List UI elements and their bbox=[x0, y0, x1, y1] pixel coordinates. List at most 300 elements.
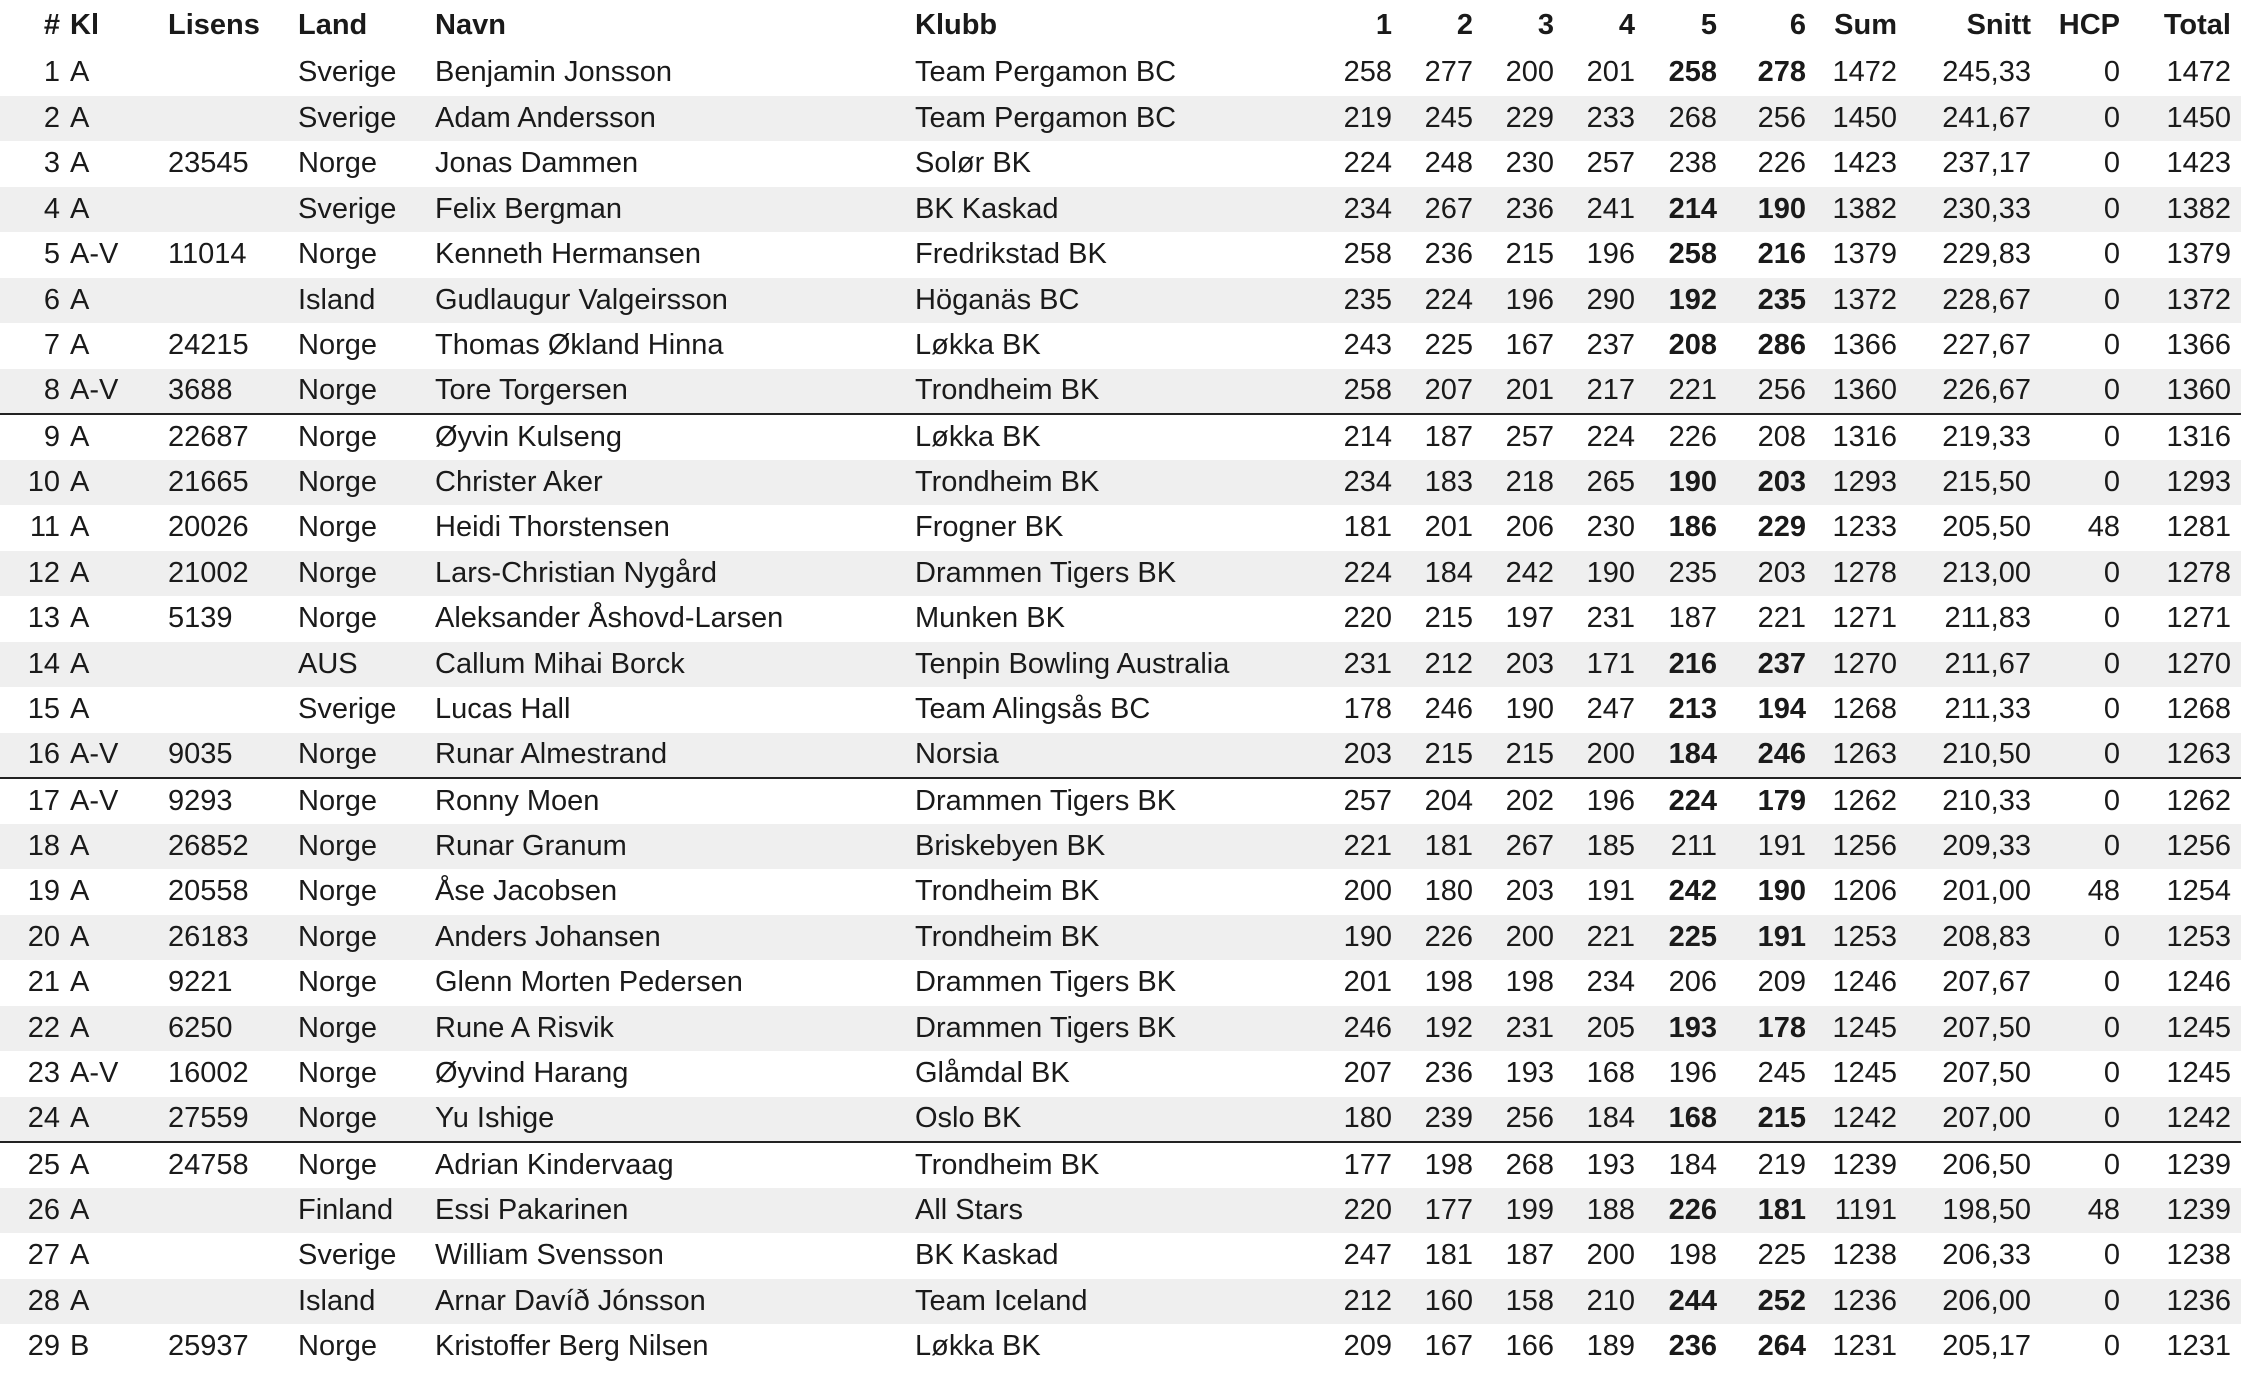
club-cell: Team Pergamon BC bbox=[903, 96, 1327, 142]
col-header-klubb[interactable]: Klubb bbox=[915, 8, 998, 41]
col-header-navn[interactable]: Navn bbox=[435, 8, 506, 41]
country-cell: Finland bbox=[286, 1188, 423, 1234]
player-name-cell: Adam Andersson bbox=[423, 96, 903, 142]
game-1-cell: 212 bbox=[1327, 1279, 1402, 1325]
game-1-cell: 220 bbox=[1327, 1188, 1402, 1234]
hcp-cell: 0 bbox=[2103, 329, 2120, 362]
game-6-cell: 216 bbox=[1757, 238, 1806, 271]
player-name-cell: William Svensson bbox=[435, 1239, 664, 1272]
col-header-game-1[interactable]: 1 bbox=[1375, 8, 1392, 41]
game-6-cell: 237 bbox=[1727, 642, 1816, 688]
col-header-hcp[interactable]: HCP bbox=[2058, 8, 2120, 41]
license-cell: 3688 bbox=[156, 369, 286, 415]
game-2-cell: 184 bbox=[1402, 551, 1483, 597]
club-cell: Trondheim BK bbox=[903, 369, 1327, 415]
class-cell: A bbox=[70, 56, 90, 89]
game-4-cell: 237 bbox=[1586, 329, 1635, 362]
col-header-kl[interactable]: Kl bbox=[70, 8, 99, 41]
table-row bbox=[0, 824, 2241, 870]
table-row bbox=[0, 1142, 2241, 1188]
player-name-cell: Tore Torgersen bbox=[423, 369, 903, 415]
license-cell bbox=[156, 687, 286, 733]
player-name-cell: Anders Johansen bbox=[423, 915, 903, 961]
country-cell: AUS bbox=[286, 642, 423, 688]
game-3-cell: 203 bbox=[1505, 875, 1554, 908]
rank-cell: 13 bbox=[27, 602, 60, 635]
license-cell: 5139 bbox=[168, 602, 233, 635]
game-6-cell: 191 bbox=[1727, 915, 1816, 961]
sum-cell: 1231 bbox=[1832, 1330, 1897, 1363]
player-name-cell: Heidi Thorstensen bbox=[435, 511, 670, 544]
class-cell: A bbox=[70, 147, 90, 180]
hcp-cell: 0 bbox=[2041, 187, 2130, 233]
total-cell: 1271 bbox=[2166, 602, 2231, 635]
license-cell bbox=[156, 642, 286, 688]
class-cell: A-V bbox=[70, 784, 119, 817]
game-1-cell: 224 bbox=[1327, 551, 1402, 597]
game-5-cell: 206 bbox=[1668, 966, 1717, 999]
license-cell: 9035 bbox=[156, 733, 286, 779]
license-cell: 22687 bbox=[168, 420, 249, 453]
game-1-cell: 246 bbox=[1327, 1006, 1402, 1052]
sum-cell: 1382 bbox=[1816, 187, 1907, 233]
player-name-cell: Jonas Dammen bbox=[435, 147, 639, 180]
game-2-cell: 215 bbox=[1402, 733, 1483, 779]
col-header-game-3[interactable]: 3 bbox=[1537, 8, 1554, 41]
game-1-cell: 221 bbox=[1327, 824, 1402, 870]
sum-cell: 1263 bbox=[1816, 733, 1907, 779]
club-cell: Drammen Tigers BK bbox=[903, 1006, 1327, 1052]
total-cell: 1360 bbox=[2130, 369, 2241, 415]
game-2-cell: 187 bbox=[1424, 420, 1473, 453]
license-cell bbox=[156, 1279, 286, 1325]
table-row bbox=[0, 1097, 2241, 1143]
rank-cell: 11 bbox=[29, 511, 60, 544]
col-header-rank[interactable]: # bbox=[43, 8, 60, 41]
game-1-cell: 224 bbox=[1343, 147, 1392, 180]
hcp-cell: 0 bbox=[2041, 642, 2130, 688]
game-3-cell: 199 bbox=[1483, 1188, 1564, 1234]
sum-cell: 1238 bbox=[1832, 1239, 1897, 1272]
club-cell: Drammen Tigers BK bbox=[915, 966, 1177, 999]
col-header-land[interactable]: Land bbox=[298, 8, 368, 41]
country-cell: Norge bbox=[298, 875, 377, 908]
game-5-cell: 186 bbox=[1668, 511, 1717, 544]
player-name-cell: Gudlaugur Valgeirsson bbox=[423, 278, 903, 324]
table-row bbox=[0, 733, 2241, 779]
license-cell bbox=[156, 278, 286, 324]
game-3-cell: 187 bbox=[1505, 1239, 1554, 1272]
club-cell: Løkka BK bbox=[915, 1330, 1041, 1363]
game-6-cell: 256 bbox=[1727, 96, 1816, 142]
country-cell: Norge bbox=[286, 1097, 423, 1143]
class-cell: A bbox=[70, 966, 90, 999]
player-name-cell: Thomas Økland Hinna bbox=[435, 329, 724, 362]
player-name-cell: Runar Granum bbox=[423, 824, 903, 870]
col-header-snitt[interactable]: Snitt bbox=[1966, 8, 2031, 41]
game-2-cell: 192 bbox=[1402, 1006, 1483, 1052]
hcp-cell: 0 bbox=[2103, 1057, 2120, 1090]
sum-cell: 1372 bbox=[1816, 278, 1907, 324]
club-cell: Løkka BK bbox=[915, 329, 1041, 362]
game-3-cell: 200 bbox=[1483, 915, 1564, 961]
club-cell: Höganäs BC bbox=[903, 278, 1327, 324]
game-3-cell: 218 bbox=[1483, 460, 1564, 506]
game-2-cell: 215 bbox=[1424, 602, 1473, 635]
table-row bbox=[0, 1324, 2241, 1370]
header-row bbox=[0, 0, 2241, 50]
game-4-cell: 221 bbox=[1564, 915, 1645, 961]
license-cell: 11014 bbox=[168, 238, 247, 271]
average-cell: 210,33 bbox=[1942, 784, 2031, 817]
hcp-cell: 0 bbox=[2103, 1239, 2120, 1272]
hcp-cell: 0 bbox=[2103, 147, 2120, 180]
country-cell: Norge bbox=[298, 1057, 377, 1090]
class-cell: A bbox=[70, 602, 90, 635]
rank-cell: 16 bbox=[0, 733, 70, 779]
game-3-cell: 257 bbox=[1505, 420, 1554, 453]
game-2-cell: 267 bbox=[1402, 187, 1483, 233]
class-cell: A bbox=[70, 511, 90, 544]
rank-cell: 20 bbox=[0, 915, 70, 961]
game-1-cell: 257 bbox=[1343, 784, 1392, 817]
rank-cell: 9 bbox=[43, 420, 60, 453]
country-cell: Sverige bbox=[298, 693, 397, 726]
club-cell: All Stars bbox=[903, 1188, 1327, 1234]
game-5-cell: 224 bbox=[1668, 784, 1717, 817]
license-cell: 20026 bbox=[168, 511, 249, 544]
game-1-cell: 258 bbox=[1327, 369, 1402, 415]
total-cell: 1246 bbox=[2166, 966, 2231, 999]
class-cell: A-V bbox=[70, 238, 119, 271]
game-3-cell: 193 bbox=[1505, 1057, 1554, 1090]
col-header-game-6[interactable]: 6 bbox=[1789, 8, 1806, 41]
total-cell: 1239 bbox=[2166, 1148, 2231, 1181]
sum-cell: 1293 bbox=[1816, 460, 1907, 506]
sum-cell: 1233 bbox=[1832, 511, 1897, 544]
table-row bbox=[0, 278, 2241, 324]
player-name-cell: Kenneth Hermansen bbox=[435, 238, 701, 271]
average-cell: 205,50 bbox=[1942, 511, 2031, 544]
table-row bbox=[0, 414, 2241, 460]
game-4-cell: 171 bbox=[1564, 642, 1645, 688]
game-6-cell: 235 bbox=[1727, 278, 1816, 324]
club-cell: Løkka BK bbox=[915, 420, 1041, 453]
country-cell: Norge bbox=[286, 733, 423, 779]
game-6-cell: 278 bbox=[1757, 56, 1806, 89]
country-cell: Norge bbox=[286, 460, 423, 506]
club-cell: BK Kaskad bbox=[903, 187, 1327, 233]
player-name-cell: Christer Aker bbox=[423, 460, 903, 506]
game-1-cell: 247 bbox=[1343, 1239, 1392, 1272]
col-header-total[interactable]: Total bbox=[2163, 8, 2231, 41]
country-cell: Island bbox=[286, 278, 423, 324]
total-cell: 1366 bbox=[2166, 329, 2231, 362]
game-3-cell: 201 bbox=[1483, 369, 1564, 415]
hcp-cell: 48 bbox=[2041, 1188, 2130, 1234]
game-4-cell: 191 bbox=[1586, 875, 1635, 908]
col-header-sum[interactable]: Sum bbox=[1834, 8, 1897, 41]
game-3-cell: 196 bbox=[1483, 278, 1564, 324]
game-4-cell: 188 bbox=[1564, 1188, 1645, 1234]
game-5-cell: 242 bbox=[1668, 875, 1717, 908]
game-4-cell: 230 bbox=[1586, 511, 1635, 544]
game-3-cell: 200 bbox=[1505, 56, 1554, 89]
license-cell: 9293 bbox=[168, 784, 233, 817]
table-row bbox=[0, 50, 2241, 96]
game-5-cell: 244 bbox=[1645, 1279, 1727, 1325]
game-2-cell: 246 bbox=[1424, 693, 1473, 726]
rank-cell: 17 bbox=[27, 784, 60, 817]
table-row bbox=[0, 460, 2241, 506]
game-5-cell: 211 bbox=[1645, 824, 1727, 870]
class-cell: A bbox=[70, 1148, 90, 1181]
game-2-cell: 248 bbox=[1424, 147, 1473, 180]
game-4-cell: 190 bbox=[1564, 551, 1645, 597]
game-3-cell: 230 bbox=[1505, 147, 1554, 180]
rank-cell: 29 bbox=[27, 1330, 60, 1363]
game-5-cell: 213 bbox=[1668, 693, 1717, 726]
sum-cell: 1242 bbox=[1816, 1097, 1907, 1143]
game-3-cell: 198 bbox=[1505, 966, 1554, 999]
game-5-cell: 236 bbox=[1668, 1330, 1717, 1363]
total-cell: 1238 bbox=[2166, 1239, 2231, 1272]
class-cell: B bbox=[70, 1330, 90, 1363]
table-body bbox=[0, 50, 2241, 1370]
col-header-game-5[interactable]: 5 bbox=[1700, 8, 1717, 41]
table-row bbox=[0, 596, 2241, 642]
game-1-cell: 214 bbox=[1343, 420, 1392, 453]
average-cell: 206,33 bbox=[1942, 1239, 2031, 1272]
club-cell: Team Alingsås BC bbox=[915, 693, 1151, 726]
player-name-cell: Felix Bergman bbox=[423, 187, 903, 233]
club-cell: Drammen Tigers BK bbox=[903, 551, 1327, 597]
club-cell: Briskebyen BK bbox=[903, 824, 1327, 870]
game-3-cell: 229 bbox=[1483, 96, 1564, 142]
license-cell bbox=[156, 96, 286, 142]
club-cell: Norsia bbox=[903, 733, 1327, 779]
total-cell: 1382 bbox=[2130, 187, 2241, 233]
game-4-cell: 233 bbox=[1564, 96, 1645, 142]
hcp-cell: 0 bbox=[2103, 56, 2120, 89]
game-5-cell: 190 bbox=[1645, 460, 1727, 506]
rank-cell: 22 bbox=[0, 1006, 70, 1052]
col-header-lisens[interactable]: Lisens bbox=[168, 8, 260, 41]
game-5-cell: 193 bbox=[1645, 1006, 1727, 1052]
country-cell: Sverige bbox=[286, 187, 423, 233]
hcp-cell: 0 bbox=[2041, 278, 2130, 324]
game-4-cell: 189 bbox=[1586, 1330, 1635, 1363]
license-cell bbox=[156, 1233, 286, 1279]
game-5-cell: 192 bbox=[1645, 278, 1727, 324]
average-cell: 207,00 bbox=[1907, 1097, 2041, 1143]
game-1-cell: 181 bbox=[1343, 511, 1392, 544]
game-4-cell: 196 bbox=[1586, 784, 1635, 817]
game-5-cell: 226 bbox=[1668, 420, 1717, 453]
game-1-cell: 231 bbox=[1327, 642, 1402, 688]
game-3-cell: 202 bbox=[1505, 784, 1554, 817]
hcp-cell: 48 bbox=[2087, 875, 2120, 908]
game-2-cell: 201 bbox=[1424, 511, 1473, 544]
col-header-game-4[interactable]: 4 bbox=[1618, 8, 1635, 41]
average-cell: 215,50 bbox=[1907, 460, 2041, 506]
rank-cell: 5 bbox=[43, 238, 60, 271]
average-cell: 211,83 bbox=[1944, 602, 2031, 635]
average-cell: 201,00 bbox=[1942, 875, 2031, 908]
country-cell: Norge bbox=[298, 147, 377, 180]
game-6-cell: 208 bbox=[1757, 420, 1806, 453]
player-name-cell: Kristoffer Berg Nilsen bbox=[435, 1330, 709, 1363]
game-2-cell: 207 bbox=[1402, 369, 1483, 415]
game-6-cell: 181 bbox=[1727, 1188, 1816, 1234]
game-3-cell: 267 bbox=[1483, 824, 1564, 870]
club-cell: Tenpin Bowling Australia bbox=[903, 642, 1327, 688]
average-cell: 226,67 bbox=[1907, 369, 2041, 415]
class-cell: A bbox=[70, 915, 156, 961]
club-cell: Frogner BK bbox=[915, 511, 1064, 544]
total-cell: 1254 bbox=[2166, 875, 2231, 908]
sum-cell: 1246 bbox=[1832, 966, 1897, 999]
total-cell: 1256 bbox=[2130, 824, 2241, 870]
game-4-cell: 241 bbox=[1564, 187, 1645, 233]
class-cell: A bbox=[70, 96, 156, 142]
game-1-cell: 201 bbox=[1343, 966, 1392, 999]
sum-cell: 1236 bbox=[1816, 1279, 1907, 1325]
total-cell: 1293 bbox=[2130, 460, 2241, 506]
player-name-cell: Adrian Kindervaag bbox=[435, 1148, 674, 1181]
country-cell: Norge bbox=[286, 1006, 423, 1052]
game-1-cell: 177 bbox=[1343, 1148, 1392, 1181]
average-cell: 206,00 bbox=[1907, 1279, 2041, 1325]
player-name-cell: Øyvin Kulseng bbox=[435, 420, 622, 453]
sum-cell: 1270 bbox=[1816, 642, 1907, 688]
license-cell: 27559 bbox=[156, 1097, 286, 1143]
table-row bbox=[0, 232, 2241, 278]
game-5-cell: 258 bbox=[1668, 56, 1717, 89]
game-6-cell: 209 bbox=[1757, 966, 1806, 999]
game-3-cell: 215 bbox=[1505, 238, 1554, 271]
player-name-cell: Glenn Morten Pedersen bbox=[435, 966, 743, 999]
hcp-cell: 0 bbox=[2103, 693, 2120, 726]
game-3-cell: 206 bbox=[1505, 511, 1554, 544]
country-cell: Norge bbox=[298, 602, 377, 635]
club-cell: Oslo BK bbox=[903, 1097, 1327, 1143]
license-cell: 26183 bbox=[156, 915, 286, 961]
table-row bbox=[0, 915, 2241, 961]
average-cell: 207,67 bbox=[1942, 966, 2031, 999]
sum-cell: 1253 bbox=[1816, 915, 1907, 961]
game-6-cell: 225 bbox=[1757, 1239, 1806, 1272]
total-cell: 1372 bbox=[2130, 278, 2241, 324]
table-row bbox=[0, 778, 2241, 824]
game-2-cell: 224 bbox=[1402, 278, 1483, 324]
game-5-cell: 196 bbox=[1668, 1057, 1717, 1090]
game-6-cell: 246 bbox=[1727, 733, 1816, 779]
country-cell: Sverige bbox=[298, 56, 397, 89]
game-2-cell: 236 bbox=[1424, 1057, 1473, 1090]
class-cell: A bbox=[70, 460, 156, 506]
game-6-cell: 203 bbox=[1727, 551, 1816, 597]
table-row bbox=[0, 187, 2241, 233]
license-cell: 16002 bbox=[168, 1057, 249, 1090]
hcp-cell: 0 bbox=[2041, 551, 2130, 597]
player-name-cell: Arnar Davíð Jónsson bbox=[423, 1279, 903, 1325]
game-6-cell: 226 bbox=[1757, 147, 1806, 180]
player-name-cell: Ronny Moen bbox=[435, 784, 600, 817]
game-2-cell: 212 bbox=[1402, 642, 1483, 688]
game-6-cell: 191 bbox=[1727, 824, 1816, 870]
hcp-cell: 0 bbox=[2103, 784, 2120, 817]
game-4-cell: 185 bbox=[1564, 824, 1645, 870]
hcp-cell: 0 bbox=[2041, 369, 2130, 415]
hcp-cell: 0 bbox=[2041, 915, 2130, 961]
rank-cell: 12 bbox=[0, 551, 70, 597]
game-3-cell: 167 bbox=[1505, 329, 1554, 362]
class-cell: A bbox=[70, 1188, 156, 1234]
game-6-cell: 221 bbox=[1757, 602, 1806, 635]
hcp-cell: 0 bbox=[2041, 1279, 2130, 1325]
rank-cell: 2 bbox=[0, 96, 70, 142]
game-2-cell: 198 bbox=[1424, 966, 1473, 999]
table-row bbox=[0, 1051, 2241, 1097]
game-2-cell: 181 bbox=[1402, 824, 1483, 870]
country-cell: Island bbox=[286, 1279, 423, 1325]
game-2-cell: 277 bbox=[1424, 56, 1473, 89]
game-6-cell: 203 bbox=[1727, 460, 1816, 506]
game-2-cell: 183 bbox=[1402, 460, 1483, 506]
rank-cell: 28 bbox=[0, 1279, 70, 1325]
game-2-cell: 177 bbox=[1402, 1188, 1483, 1234]
table-row bbox=[0, 369, 2241, 415]
country-cell: Sverige bbox=[298, 1239, 397, 1272]
player-name-cell: Callum Mihai Borck bbox=[423, 642, 903, 688]
game-3-cell: 190 bbox=[1505, 693, 1554, 726]
average-cell: 211,33 bbox=[1944, 693, 2031, 726]
sum-cell: 1450 bbox=[1816, 96, 1907, 142]
table-row bbox=[0, 1233, 2241, 1279]
game-3-cell: 215 bbox=[1483, 733, 1564, 779]
game-4-cell: 200 bbox=[1586, 1239, 1635, 1272]
player-name-cell: Lars-Christian Nygård bbox=[423, 551, 903, 597]
game-5-cell: 238 bbox=[1668, 147, 1717, 180]
club-cell: Glåmdal BK bbox=[915, 1057, 1070, 1090]
license-cell: 21002 bbox=[156, 551, 286, 597]
country-cell: Norge bbox=[298, 420, 377, 453]
game-1-cell: 234 bbox=[1327, 460, 1402, 506]
average-cell: 208,83 bbox=[1907, 915, 2041, 961]
rank-cell: 23 bbox=[27, 1057, 60, 1090]
player-name-cell: Rune A Risvik bbox=[423, 1006, 903, 1052]
player-name-cell: Benjamin Jonsson bbox=[435, 56, 672, 89]
game-6-cell: 178 bbox=[1727, 1006, 1816, 1052]
game-6-cell: 219 bbox=[1757, 1148, 1806, 1181]
game-5-cell: 184 bbox=[1668, 1148, 1717, 1181]
col-header-game-2[interactable]: 2 bbox=[1456, 8, 1473, 41]
license-cell: 26852 bbox=[156, 824, 286, 870]
game-2-cell: 181 bbox=[1424, 1239, 1473, 1272]
rank-cell: 3 bbox=[43, 147, 60, 180]
average-cell: 219,33 bbox=[1942, 420, 2031, 453]
sum-cell: 1472 bbox=[1832, 56, 1897, 89]
license-cell: 6250 bbox=[156, 1006, 286, 1052]
hcp-cell: 0 bbox=[2103, 602, 2120, 635]
game-5-cell: 184 bbox=[1645, 733, 1727, 779]
game-6-cell: 256 bbox=[1727, 369, 1816, 415]
game-5-cell: 221 bbox=[1645, 369, 1727, 415]
total-cell: 1270 bbox=[2130, 642, 2241, 688]
average-cell: 237,17 bbox=[1942, 147, 2031, 180]
club-cell: Solør BK bbox=[915, 147, 1032, 180]
